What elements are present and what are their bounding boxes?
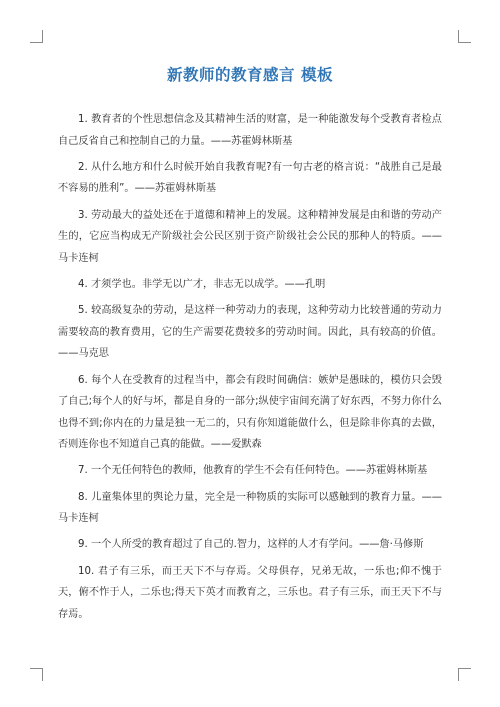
paragraph-5: 5. 较高级复杂的劳动，是这样一种劳动力的表现，这种劳动力比较普通的劳动力需要较高的教育费用，它的生产需要花费较多的劳动时间。因此，具有较高的价值。——马克思	[58, 305, 442, 360]
crop-mark-top-left	[30, 30, 43, 43]
paragraph-8: 8. 儿童集体里的舆论力量，完全是一种物质的实际可以感触到的教育力量。——马卡连柯	[58, 491, 442, 525]
paragraph-1: 1. 教育者的个性思想信念及其精神生活的财富，是一种能激发每个受教育者检点自己反省自己和控制自己的力量。——苏霍姆林斯基	[58, 114, 442, 147]
document-body	[58, 109, 442, 630]
paragraph-2: 2. 从什么地方和什么时候开始自我教育呢?有一句古老的格言说：“战胜自己是最不容易的胜利”。——苏霍姆林斯基	[58, 161, 442, 195]
document-title: 新教师的教育感言 模板	[167, 66, 333, 84]
paragraph-4: 4. 才须学也。非学无以广才，非志无以成学。——孔明	[78, 278, 326, 290]
paragraph-9: 9. 一个人所受的教育超过了自己的.智力，这样的人才有学问。——詹·马修斯	[78, 539, 424, 551]
paragraph-6: 6. 每个人在受教育的过程当中，都会有段时间确信：嫉妒是愚昧的，模仿只会毁了自己;每个人的好与坏，都是自身的一部分;纵使宇宙间充满了好东西，不努力你什么也得不到;你内在的力量是独一无二的，只有你知道能做什么，但是除非你真的去做，否则连你也不知道自己真的能做。——爱默森	[58, 374, 442, 451]
crop-mark-bottom-right	[458, 668, 471, 681]
crop-mark-top-right	[458, 30, 471, 43]
paragraph-3: 3. 劳动最大的益处还在于道德和精神上的发展。这种精神发展是由和谐的劳动产生的，它应当构成无产阶级社会公民区别于资产阶级社会公民的那种人的特质。——马卡连柯	[58, 209, 442, 264]
paragraph-7: 7. 一个无任何特色的教师，他教育的学生不会有任何特色。——苏霍姆林斯基	[78, 465, 428, 477]
paragraph-10: 10. 君子有三乐，而王天下不与存焉。父母俱存，兄弟无故，一乐也;仰不愧于天，俯不怍于人，二乐也;得天下英才而教育之，三乐也。君子有三乐，而王天下不与存焉。	[58, 565, 442, 620]
crop-mark-bottom-left	[30, 668, 43, 681]
